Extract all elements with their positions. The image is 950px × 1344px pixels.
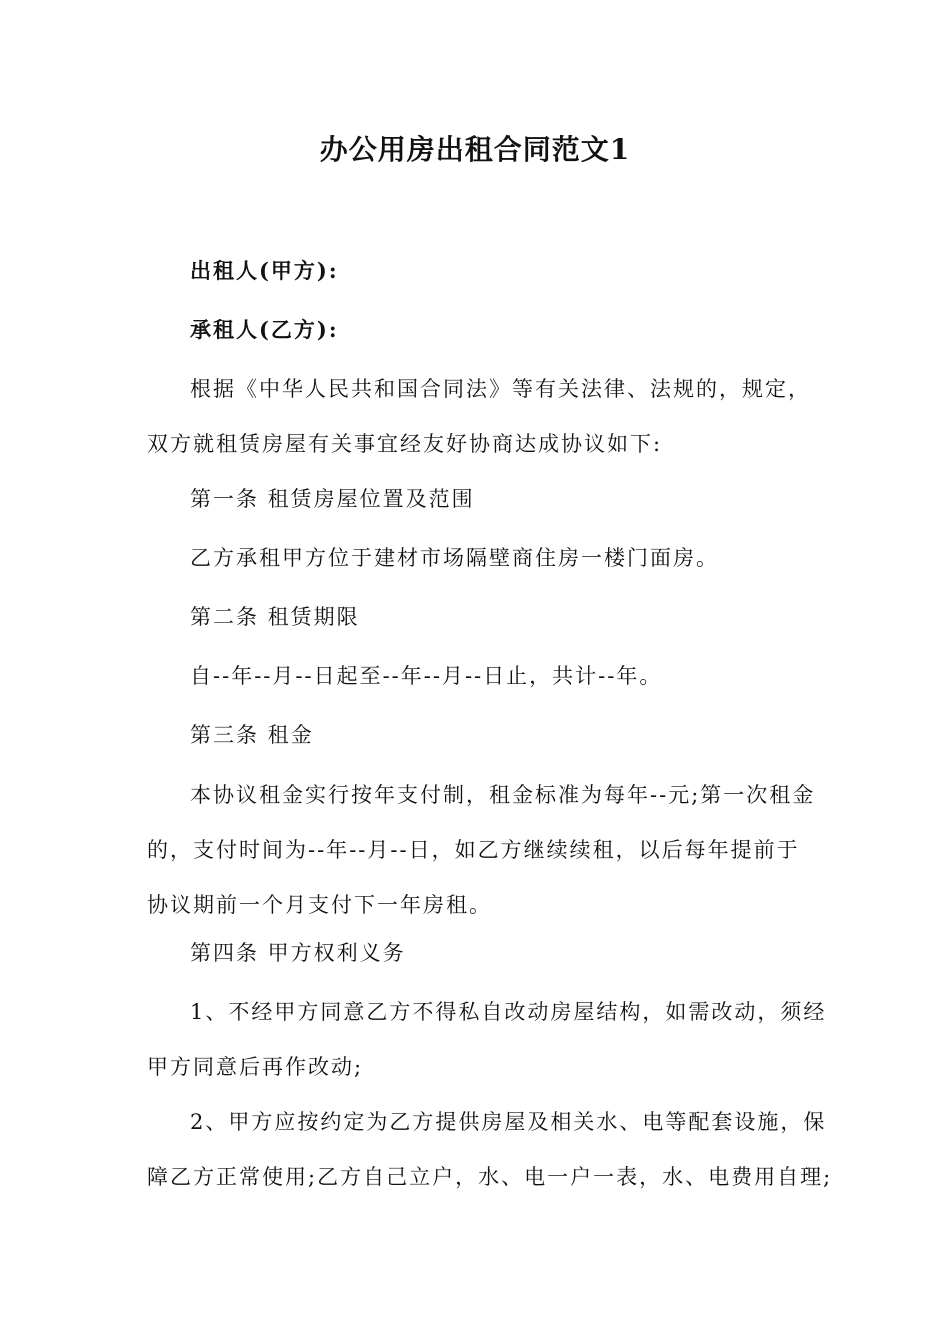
article3-body xyxy=(147,780,816,945)
article3-line: 的，支付时间为--年--月--日，如乙方继续续租，以后每年提前于 xyxy=(147,838,800,862)
article3-line: 本协议租金实行按年支付制，租金标准为每年--元;第一次租金 xyxy=(190,783,816,807)
article4-item1-line: 1、不经甲方同意乙方不得私自改动房屋结构，如需改动，须经 xyxy=(190,1000,827,1024)
article4-item2-line: 障乙方正常使用;乙方自己立户，水、电一户一表，水、电费用自理; xyxy=(147,1165,833,1189)
article4-item1-line: 甲方同意后再作改动; xyxy=(147,1055,364,1079)
article4-item2-line: 2、甲方应按约定为乙方提供房屋及相关水、电等配套设施，保 xyxy=(190,1110,827,1134)
article3-heading: 第三条 租金 xyxy=(190,723,314,747)
article1-body: 乙方承租甲方位于建材市场隔壁商住房一楼门面房。 xyxy=(190,546,719,570)
article2-heading: 第二条 租赁期限 xyxy=(190,605,360,629)
article4-item1 xyxy=(147,997,827,1107)
document-title: 办公用房出租合同范文1 xyxy=(319,133,631,166)
article4-item2 xyxy=(147,1107,833,1217)
intro-line: 双方就租赁房屋有关事宜经友好协商达成协议如下: xyxy=(147,432,663,456)
article4-heading: 第四条 甲方权利义务 xyxy=(190,941,406,965)
article3-line: 协议期前一个月支付下一年房租。 xyxy=(147,893,492,917)
lessor-label: 出租人(甲方): xyxy=(190,258,339,283)
intro-line: 根据《中华人民共和国合同法》等有关法律、法规的，规定， xyxy=(190,377,811,401)
intro-paragraph xyxy=(147,374,812,484)
article2-body: 自--年--月--日起至--年--月--日止，共计--年。 xyxy=(190,664,663,688)
lessee-label: 承租人(乙方): xyxy=(190,317,339,342)
article1-heading: 第一条 租赁房屋位置及范围 xyxy=(190,487,475,511)
